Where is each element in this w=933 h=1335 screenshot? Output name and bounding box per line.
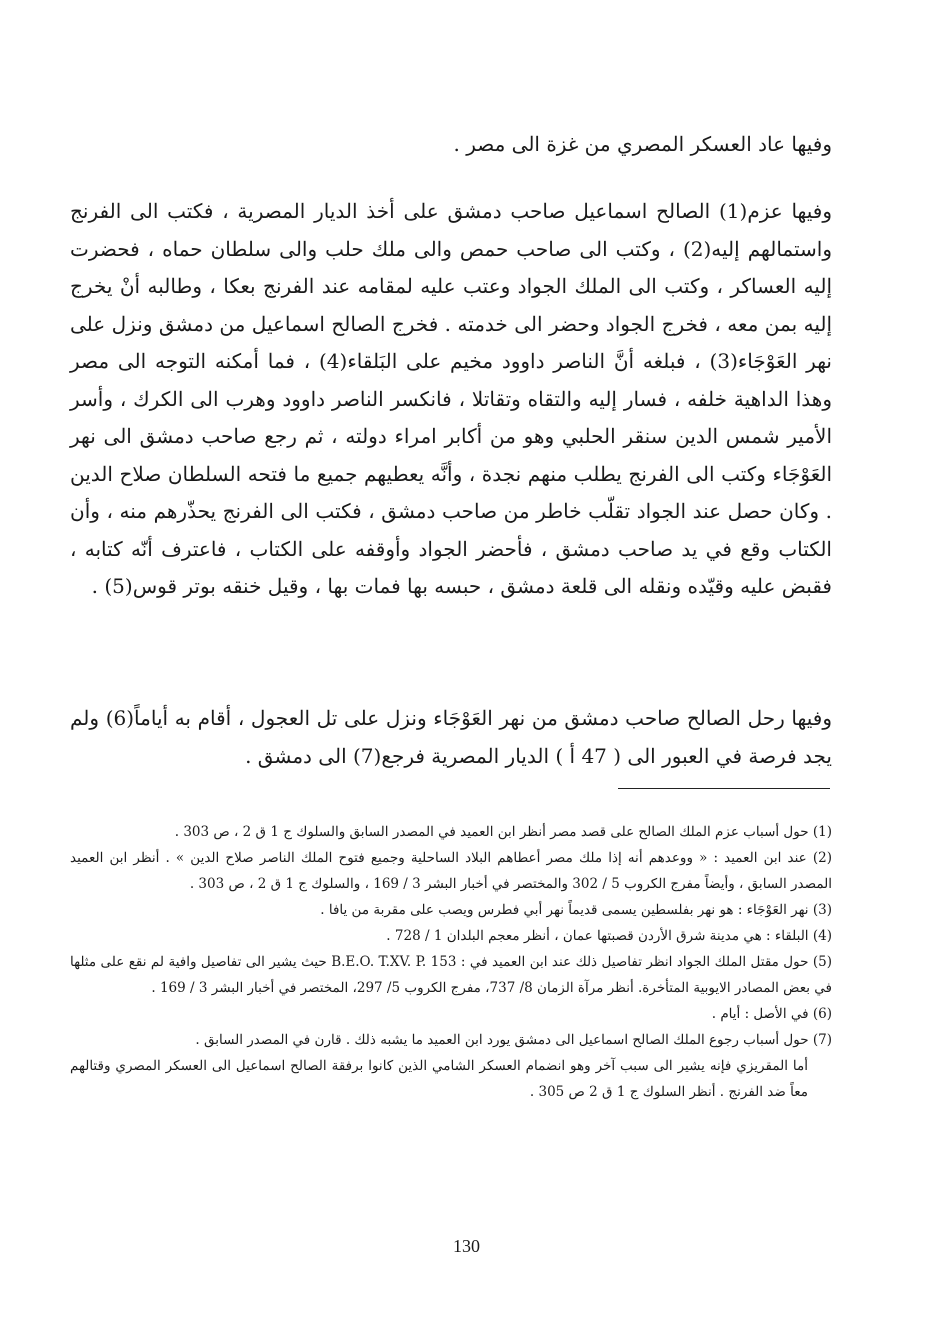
footnote-5: (5) حول مقتل الملك الجواد انظر تفاصيل ذلك عند ابن العميد في : B.E.O. T.XV. P. 153 حيث يشير الى تفاصيل وافية لم نقع على مثلها في بعض المصادر الايوبية المتأخرة. أنظر مرآة الزمان 8/ 737، مفرج الكروب 5/ 297، المختصر في أخبار البشر 3 / 169 .	[70, 954, 832, 996]
paragraph-3: وفيها رحل الصالح صاحب دمشق من نهر العَوْجَاء ونزل على تل العجول ، أقام به أياماً(6) ولم يجد فرصة في العبور الى ( 47 أ ) الديار المصرية فرجع(7) الى دمشق .	[70, 706, 832, 768]
paragraph-2: وفيها عزم(1) الصالح اسماعيل صاحب دمشق على أخذ الديار المصرية ، فكتب الى الفرنج واستمالهم إليه(2) ، وكتب الى صاحب حمص والى ملك حلب والى سلطان حماه ، فحضرت إليه العساكر ، وكتب الى الملك الجواد وعتب عليه لمقامه عند الفرنج بعكا ، وطالبه أنْ يخرج إليه بمن معه ، فخرج الجواد وحضر الى خدمته . فخرج الصالح اسماعيل من دمشق ونزل على نهر العَوْجَاء(3) ، فبلغه أنَّ الناصر داوود مخيم على البَلقاء(4) ، فما أمكنه التوجه الى مصر وهذا الداهية خلفه ، فسار إليه والتقاه وتقاتلا ، فانكسر الناصر داوود وهرب الى الكرك ، وأسر الأمير شمس الدين سنقر الحلبي وهو من أكابر امراء دولته ، ثم رجع صاحب دمشق الى نهر العَوْجَاء وكتب الى الفرنج يطلب منهم نجدة ، وأنَّه يعطيهم جميع ما فتحه السلطان صلاح الدين . وكان حصل عند الجواد تقلّب خاطر من صاحب دمشق ، فكتب الى الفرنج يحذّرهم منه ، وأن الكتاب وقع في يد صاحب دمشق ، فأحضر الجواد وأوقفه على الكتاب ، فاعترف أنّه كتابه ، فقبض عليه وقيّده ونقله الى قلعة دمشق ، حبسه بها فمات بها ، وقيل خنقه بوتر قوس(5) .	[70, 199, 833, 598]
footnote-7-continuation: أما المقريزي فإنه يشير الى سبب آخر وهو انضمام العسكر الشامي الذين كانوا برفقة الصالح اسماعيل الى العسكر المصري وقتالهم معاً ضد الفرنج . أنظر السلوك ج 1 ق 2 ص 305 .	[70, 1058, 808, 1100]
footnote-1: (1) حول أسباب عزم الملك الصالح على قصد مصر أنظر ابن العميد في المصدر السابق والسلوك ج 1 ق 2 ، ص 303 .	[174, 824, 832, 840]
page-number: 130	[453, 1236, 480, 1256]
footnotes	[70, 819, 832, 1105]
footnote-4: (4) البلقاء : هي مدينة شرق الأردن قصبتها عمان ، أنظر معجم البلدان 1 / 728 .	[386, 928, 832, 944]
footnote-6: (6) في الأصل : أيام .	[711, 1006, 832, 1022]
footnote-7: (7) حول أسباب رجوع الملك الصالح اسماعيل الى دمشق يورد ابن العميد ما يشبه ذلك . قارن في المصدر السابق .	[195, 1032, 832, 1048]
footnote-3: (3) نهر العَوْجَاء : هو نهر بفلسطين يسمى قديماً نهر أبي فطرس ويصب على مقربة من يافا .	[320, 902, 832, 918]
footnote-2: (2) عند ابن العميد : « ووعدهم أنه إذا ملك مصر أعطاهم البلاد الساحلية وجميع فتوح الملك الناصر صلاح الدين » . أنظر ابن العميد المصدر السابق ، وأيضاً مفرج الكروب 5 / 302 والمختصر في أخبار البشر 3 / 169 ، والسلوك ج 1 ق 2 ، ص 303 .	[70, 850, 832, 892]
footnote-divider	[618, 788, 830, 789]
paragraph-1: وفيها عاد العسكر المصري من غزة الى مصر .	[453, 132, 832, 156]
